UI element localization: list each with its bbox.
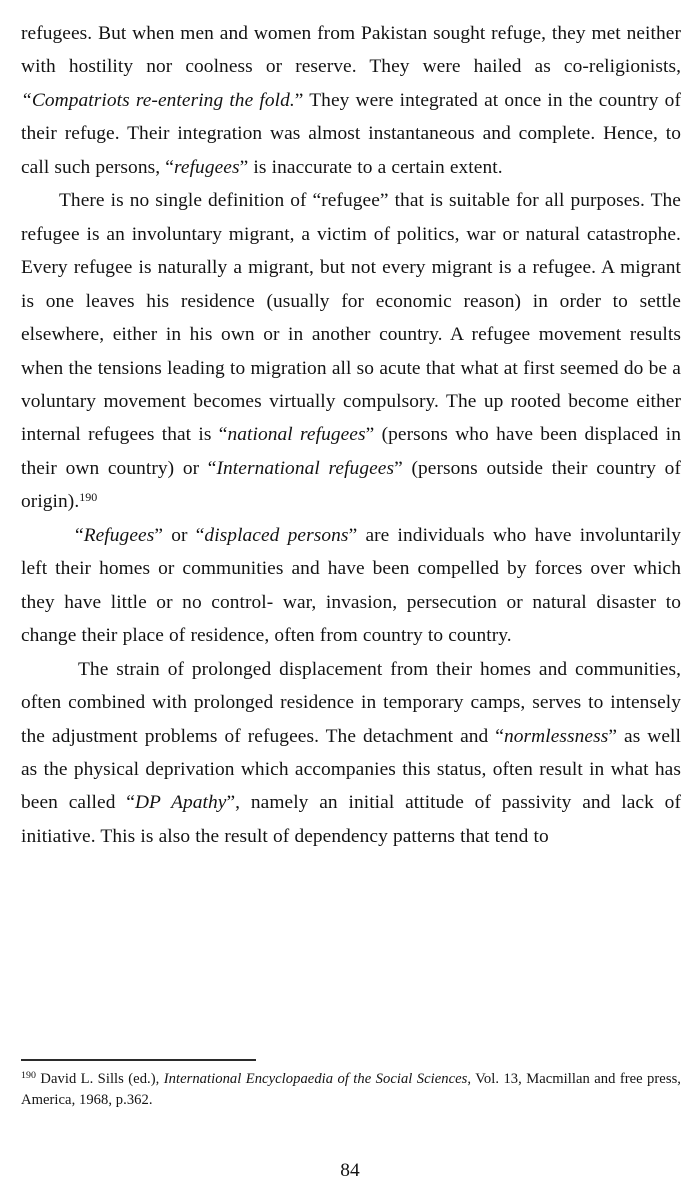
para-4-italic-dp-apathy: DP Apathy [134,792,227,814]
para-4-italic-normlessness: normlessness [503,725,609,747]
para-2-text-run-5: ” (persons outside their country of origin). [21,457,681,513]
para-1-text-run-1: refugees. But when men and women from Pakistan sought refuge, they met neither with hostility nor coolness or reserve. They were hailed as co-religionists, [21,23,681,78]
footnote-number: 190 [21,1070,37,1082]
para-2-italic-international-refugees: International refugees [216,457,395,479]
para-1-text-run-5: ” is inaccurate to a certain extent. [239,156,503,178]
footnote-reference-190[interactable]: 190 [79,490,98,505]
para-3-italic-refugees: Refugees [83,524,155,546]
para-4-text-run-1: The strain of prolonged displacement from their homes and communities, often combined with prolonged residence in temporary camps, serves to intensely the adjustment problems of refugees. The detachment and “ [21,658,681,747]
para-3-text-run-5: ” are individuals who have involuntarily left their homes or communities and have been compelled by forces over which they have little or no control- war, invasion, persecution or natural disaster to change their place of residence, often from country to country. [21,524,681,647]
para-3-text-run-3: ” or “ [154,524,205,546]
paragraph-2 [21,184,681,519]
footnote-block [21,1059,681,1110]
footnote-text-run-1: David L. Sills (ed.), [36,1071,164,1087]
footnote-entry-190 [21,1069,681,1110]
footnote-separator-rule [21,1059,256,1061]
para-1-italic-refugees: refugees [173,156,240,178]
para-3-text-run-1: “ [75,524,84,546]
paragraph-4 [21,653,681,854]
para-4-text-run-3: ” as well as the physical deprivation which accompanies this status, often result in what has been called “ [21,725,681,814]
footnote-italic-title: International Encyclopaedia of the Social Sciences [163,1071,468,1087]
para-2-italic-national-refugees: national refugees [227,424,366,446]
footnote-text-run-3: , Vol. 13, Macmillan and free press, America, 1968, p.362. [21,1071,681,1108]
para-3-italic-displaced-persons: displaced persons [204,524,349,546]
para-1-italic-compatriots: “Compatriots re-entering the fold. [21,89,295,111]
para-1-text-run-3: ” They were integrated at once in the country of their refuge. Their integration was almost instantaneous and complete. Hence, to call such persons, “ [21,89,681,178]
paragraph-1 [21,17,681,184]
para-4-text-run-5: ”, namely an initial attitude of passivity and lack of initiative. This is also the result of dependency patterns that tend to [21,792,681,847]
body-text-column [21,17,681,853]
para-2-text-run-1: There is no single definition of “refugee” that is suitable for all purposes. The refugee is an involuntary migrant, a victim of politics, war or natural catastrophe. Every refugee is naturally a migrant, but not every migrant is a refugee. A migrant is one leaves his residence (usually for economic reason) in order to settle elsewhere, either in his own or in another country. A refugee movement results when the tensions leading to migration all so acute that what at first seemed do be a voluntary movement becomes virtually compulsory. The up rooted become either internal refugees that is “ [21,190,681,446]
para-2-text-run-3: ” (persons who have been displaced in their own country) or “ [21,424,681,479]
page-number: 84 [340,1160,360,1181]
paragraph-3 [21,519,681,653]
